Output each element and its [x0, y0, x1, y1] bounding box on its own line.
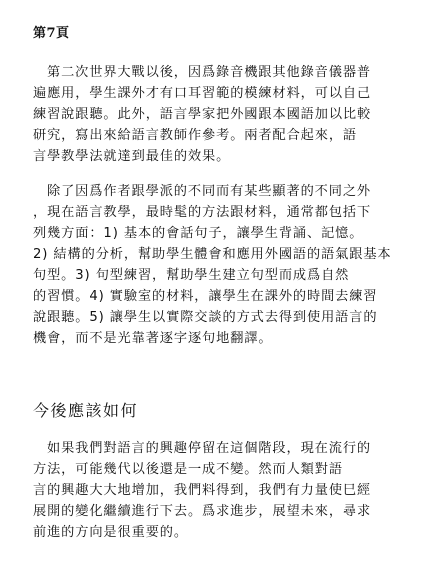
paragraph-line: 第二次世界大戰以後，因爲錄音機跟其他錄音儀器普 — [47, 65, 372, 80]
section-heading: 今後應該如何 — [33, 401, 139, 420]
paragraph-3 — [33, 438, 403, 543]
paragraph-line: 的習慣。4) 實驗室的材料，讓學生在課外的時間去練習 — [33, 289, 378, 304]
paragraph-line: 言的興趣大大地增加，我們料得到，我們有力量使巳經 — [33, 483, 372, 498]
paragraph-line: 列幾方面：1) 基本的會話句子，讓學生背誦、記憶。 — [33, 226, 364, 241]
paragraph-line: 機會，而不是光靠著逐字逐句地翻譯。 — [33, 331, 273, 346]
paragraph-line: 言學教學法就達到最佳的效果。 — [33, 149, 231, 164]
paragraph-line: 展開的變化繼續進行下去。爲求進步，展望未來，尋求 — [33, 504, 372, 519]
paragraph-line: 前進的方向是很重要的。 — [33, 525, 188, 540]
paragraph-line: 遍應用，學生課外才有口耳習範的模練材料，可以自己 — [33, 86, 372, 101]
paragraph-line: 練習說跟聽。此外，語言學家把外國跟本國語加以比較 — [33, 107, 372, 122]
page-number-label: 第7頁 — [33, 26, 70, 41]
paragraph-line: 方法，可能幾代以後還是一成不變。然而人類對語 — [33, 462, 343, 477]
paragraph-line: 如果我們對語言的興趣停留在這個階段，現在流行的 — [47, 441, 372, 456]
paragraph-line: 除了因爲作者跟學派的不同而有某些顯著的不同之外 — [47, 184, 372, 199]
paragraph-1 — [33, 62, 403, 167]
paragraph-line: 句型。3) 句型練習，幫助學生建立句型而成爲自然 — [33, 268, 350, 283]
paragraph-line: ，現在語言教學，最時髦的方法跟材料，通常都包括下 — [33, 205, 372, 220]
paragraph-line: 說跟聽。5) 讓學生以實際交談的方式去得到使用語言的 — [33, 310, 378, 325]
paragraph-line: 研究，寫出來給語言教師作參考。兩者配合起來，語 — [33, 128, 358, 143]
paragraph-2 — [33, 181, 403, 349]
paragraph-line: 2) 結構的分析，幫助學生體會和應用外國語的語氣跟基本 — [33, 247, 392, 262]
